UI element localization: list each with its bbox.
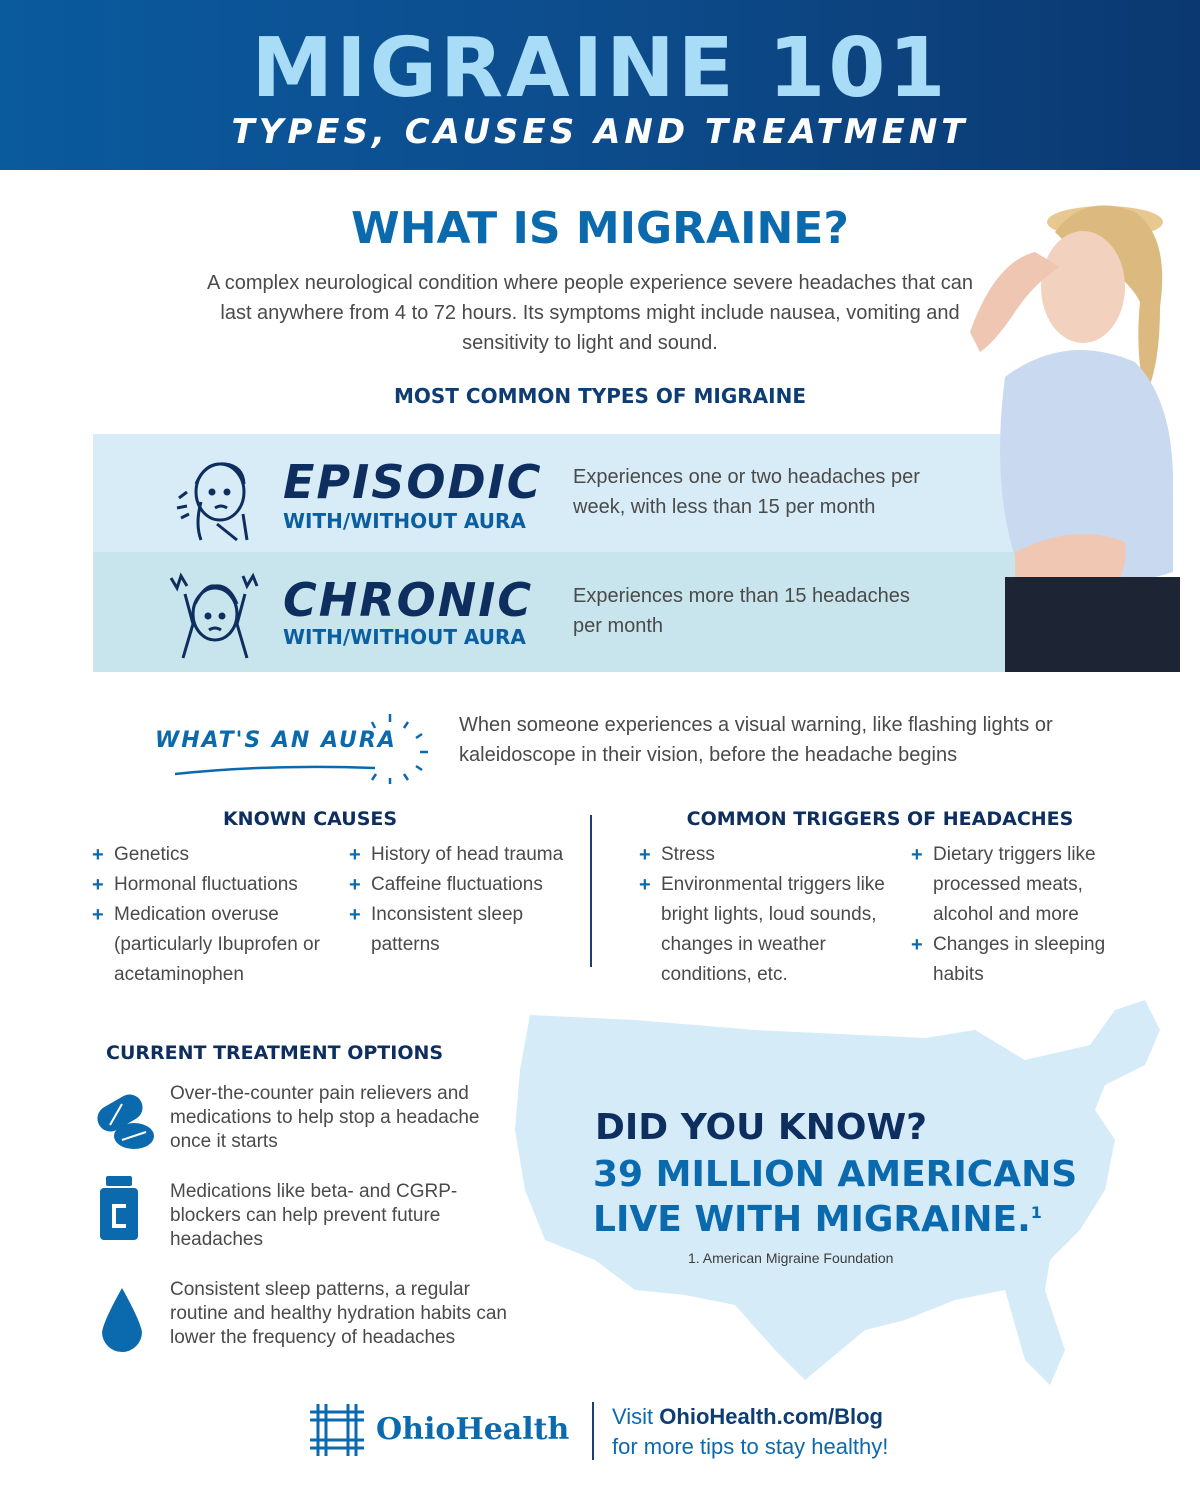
page-subtitle: TYPES, CAUSES AND TREATMENT [231, 112, 969, 152]
what-is-migraine-text: A complex neurological condition where people experience severe headaches that can last anywhere from 4 to 72 hours. Its symptoms might include nausea, vomiting and sensitivity to light and sound. [206, 272, 974, 354]
list-item: + Changes in sleeping habits [911, 930, 1131, 990]
medicine-bottle-icon [92, 1174, 156, 1244]
footnote-source: 1. American Migraine Foundation [688, 1250, 894, 1266]
list-item: + Medication overuse (particularly Ibuprofen or acetaminophen [92, 900, 337, 990]
known-causes-list-2 [349, 840, 579, 960]
list-item: + Hormonal fluctuations [92, 870, 337, 900]
known-causes-list-1 [92, 840, 337, 990]
types-heading: MOST COMMON TYPES OF MIGRAINE [393, 384, 807, 408]
aura-description: When someone experiences a visual warning, like flashing lights or kaleidoscope in their vision, before the headache begins [459, 714, 1053, 766]
chronic-title: CHRONIC [283, 573, 534, 627]
list-item: + History of head trauma [349, 840, 579, 870]
list-item: + Environmental triggers like bright lights, loud sounds, changes in weather conditions, etc. [639, 870, 894, 990]
blog-link[interactable]: OhioHealth.com/Blog [659, 1404, 883, 1429]
treatment-text-1: Over-the-counter pain relievers and medications to help stop a headache once it starts [170, 1083, 480, 1152]
hand-on-cheek-face-icon [165, 444, 265, 544]
column-divider [590, 815, 592, 967]
list-item: + Caffeine fluctuations [349, 870, 579, 900]
visit-suffix: for more tips to stay healthy! [612, 1434, 889, 1459]
treatment-text-3: Consistent sleep patterns, a regular routine and healthy hydration habits can lower the frequency of headaches [170, 1279, 507, 1348]
list-item: + Dietary triggers like processed meats, alcohol and more [911, 840, 1131, 930]
aura-label: WHAT'S AN AURA [155, 728, 397, 753]
footnote-marker: 1 [1030, 1203, 1042, 1222]
triggers-list-1 [639, 840, 894, 990]
list-item: + Genetics [92, 840, 337, 870]
visit-prefix: Visit [612, 1404, 660, 1429]
woman-with-headache-illustration [935, 192, 1180, 672]
treatment-text-2: Medications like beta- and CGRP-blockers can help prevent future headaches [170, 1181, 458, 1250]
header-banner [0, 0, 1200, 170]
statistic-text: 39 MILLION AMERICANS LIVE WITH MIGRAINE. [593, 1154, 1078, 1240]
known-causes-heading: KNOWN CAUSES [222, 808, 398, 830]
chronic-subtitle: WITH/WITHOUT AURA [283, 625, 526, 649]
treatment-heading: CURRENT TREATMENT OPTIONS [106, 1042, 444, 1064]
list-item: + Stress [639, 840, 894, 870]
triggers-list-2 [911, 840, 1131, 990]
pills-icon [92, 1086, 156, 1156]
triggers-heading: COMMON TRIGGERS OF HEADACHES [686, 808, 1074, 830]
did-you-know-title: DID YOU KNOW? [595, 1107, 928, 1148]
page-title: MIGRAINE 101 [251, 21, 949, 116]
ohiohealth-logo-icon [308, 1400, 366, 1460]
footer-divider [592, 1402, 594, 1460]
ohiohealth-wordmark: OhioHealth [376, 1412, 570, 1447]
list-item: + Inconsistent sleep patterns [349, 900, 579, 960]
chronic-description: Experiences more than 15 headaches per month [573, 585, 910, 637]
water-drop-icon [92, 1286, 156, 1356]
hands-on-head-face-icon [165, 564, 265, 664]
what-is-migraine-title: WHAT IS MIGRAINE? [351, 203, 849, 254]
episodic-subtitle: WITH/WITHOUT AURA [283, 509, 526, 533]
episodic-title: EPISODIC [283, 455, 543, 509]
migraine-statistic [593, 1156, 1093, 1239]
episodic-description: Experiences one or two headaches per week, with less than 15 per month [573, 466, 920, 518]
visit-blog-text [612, 1402, 888, 1462]
